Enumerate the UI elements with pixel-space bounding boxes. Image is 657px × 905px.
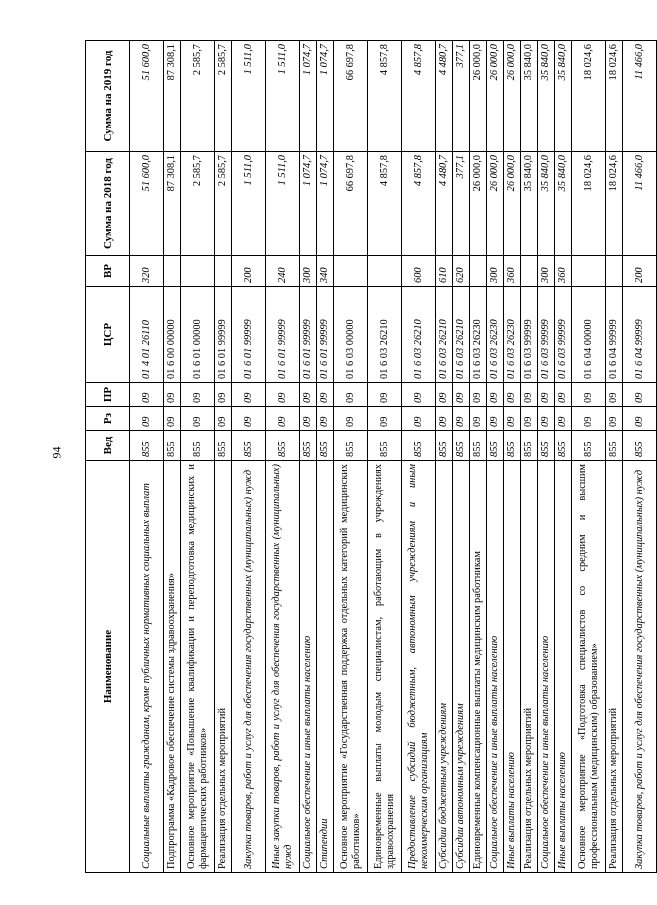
header-name: Наименование [86,461,130,873]
row-sum-2018: 2 585,7 [181,152,215,256]
header-csr: ЦСР [86,287,130,383]
row-name: Иные выплаты населению [555,461,572,873]
row-csr: 01 6 03 99999 [538,287,555,383]
table-row [164,41,181,873]
table-row [130,41,164,873]
row-sum-2018: 87 308,1 [164,152,181,256]
row-ved: 855 [266,431,300,461]
row-csr: 01 6 04 00000 [572,287,606,383]
row-rz: 09 [317,407,334,431]
row-name: Социальное обеспечение и иные выплаты населению [538,461,555,873]
table-row [572,41,606,873]
row-sum-2018: 1 074,7 [317,152,334,256]
row-sum-2018: 35 840,0 [538,152,555,256]
row-vr [334,256,368,287]
row-rz: 09 [130,407,164,431]
row-vr: 300 [487,256,504,287]
row-pr: 09 [334,383,368,407]
row-pr: 09 [402,383,436,407]
row-sum-2019: 35 840,0 [555,41,572,152]
row-ved: 855 [130,431,164,461]
row-vr [368,256,402,287]
row-ved: 855 [334,431,368,461]
row-vr: 200 [623,256,657,287]
row-pr: 09 [453,383,470,407]
row-sum-2019: 26 000,0 [504,41,521,152]
row-vr [181,256,215,287]
header-vr: ВР [86,256,130,287]
row-csr: 01 6 00 00000 [164,287,181,383]
row-csr: 01 6 03 99999 [555,287,572,383]
row-vr: 240 [266,256,300,287]
row-pr: 09 [572,383,606,407]
row-ved: 855 [215,431,232,461]
row-name: Иные выплаты населению [504,461,521,873]
row-rz: 09 [572,407,606,431]
row-sum-2019: 51 600,0 [130,41,164,152]
row-sum-2019: 66 697,8 [334,41,368,152]
header-pr: ПР [86,383,130,407]
table-row [181,41,215,873]
row-ved: 855 [470,431,487,461]
row-sum-2019: 2 585,7 [181,41,215,152]
row-ved: 855 [606,431,623,461]
row-sum-2018: 11 466,0 [623,152,657,256]
row-rz: 09 [164,407,181,431]
row-ved: 855 [317,431,334,461]
row-rz: 09 [368,407,402,431]
row-sum-2018: 377,1 [453,152,470,256]
row-ved: 855 [368,431,402,461]
row-csr: 01 6 03 26210 [453,287,470,383]
row-name: Социальное обеспечение и иные выплаты населению [487,461,504,873]
row-pr: 09 [504,383,521,407]
table-row [266,41,300,873]
row-sum-2018: 35 840,0 [521,152,538,256]
row-ved: 855 [487,431,504,461]
table-header [86,41,130,873]
table-row [470,41,487,873]
row-sum-2019: 11 466,0 [623,41,657,152]
row-vr: 360 [504,256,521,287]
row-sum-2019: 4 857,8 [402,41,436,152]
row-ved: 855 [300,431,317,461]
row-pr: 09 [266,383,300,407]
row-csr: 01 6 03 26230 [487,287,504,383]
row-vr: 610 [436,256,453,287]
row-ved: 855 [572,431,606,461]
row-vr [572,256,606,287]
table-row [232,41,266,873]
row-csr: 01 6 01 00000 [181,287,215,383]
table-row [300,41,317,873]
row-vr: 340 [317,256,334,287]
row-pr: 09 [317,383,334,407]
row-vr [215,256,232,287]
row-sum-2018: 4 480,7 [436,152,453,256]
row-ved: 855 [402,431,436,461]
row-sum-2019: 1 074,7 [300,41,317,152]
row-sum-2019: 35 840,0 [538,41,555,152]
row-sum-2019: 26 000,0 [487,41,504,152]
table-row [504,41,521,873]
row-ved: 855 [623,431,657,461]
row-rz: 09 [181,407,215,431]
table-row [436,41,453,873]
row-ved: 855 [504,431,521,461]
rotated-page-content [85,41,645,873]
row-vr [606,256,623,287]
row-ved: 855 [164,431,181,461]
row-rz: 09 [436,407,453,431]
row-sum-2019: 18 024,6 [606,41,623,152]
row-rz: 09 [266,407,300,431]
row-sum-2019: 35 840,0 [521,41,538,152]
row-name: Социальное обеспечение и иные выплаты населению [300,461,317,873]
row-rz: 09 [487,407,504,431]
row-rz: 09 [232,407,266,431]
row-csr: 01 6 01 99999 [317,287,334,383]
row-sum-2018: 1 511,0 [232,152,266,256]
row-rz: 09 [402,407,436,431]
row-name: Субсидии автономным учреждениям [453,461,470,873]
row-name: Основное мероприятие «Повышение квалификации и переподготовка медицинских и фармацевтических работников» [181,461,215,873]
row-sum-2019: 2 585,7 [215,41,232,152]
table-row [317,41,334,873]
row-vr: 620 [453,256,470,287]
table-row [538,41,555,873]
row-csr: 01 6 04 99999 [606,287,623,383]
row-sum-2018: 1 074,7 [300,152,317,256]
row-pr: 09 [368,383,402,407]
table-row [453,41,470,873]
row-ved: 855 [232,431,266,461]
row-ved: 855 [521,431,538,461]
row-csr: 01 6 03 26210 [402,287,436,383]
row-name: Основное мероприятие «Государственная поддержка отдельных категорий медицинских работников» [334,461,368,873]
row-pr: 09 [164,383,181,407]
row-name: Единовременные компенсационные выплаты медицинским работникам [470,461,487,873]
row-sum-2018: 26 000,0 [470,152,487,256]
row-rz: 09 [538,407,555,431]
row-pr: 09 [215,383,232,407]
row-sum-2018: 35 840,0 [555,152,572,256]
row-csr: 01 6 03 26230 [504,287,521,383]
row-name: Подпрограмма «Кадровое обеспечение системы здравоохранения» [164,461,181,873]
row-csr: 01 6 01 99999 [232,287,266,383]
row-rz: 09 [334,407,368,431]
row-sum-2019: 1 511,0 [266,41,300,152]
row-csr: 01 6 03 26230 [470,287,487,383]
row-name: Стипендии [317,461,334,873]
row-csr: 01 4 01 26110 [130,287,164,383]
row-pr: 09 [130,383,164,407]
row-name: Иные закупки товаров, работ и услуг для обеспечения государственных (муниципальных) нужд [266,461,300,873]
header-rz: Рз [86,407,130,431]
row-name: Реализация отдельных мероприятий [215,461,232,873]
header-ved: Вед [86,431,130,461]
row-ved: 855 [555,431,572,461]
row-name: Субсидии бюджетным учреждениям [436,461,453,873]
row-rz: 09 [300,407,317,431]
row-pr: 09 [487,383,504,407]
row-sum-2019: 1 511,0 [232,41,266,152]
row-vr: 360 [555,256,572,287]
row-rz: 09 [504,407,521,431]
header-sum-2018: Сумма на 2018 год [86,152,130,256]
table-row [368,41,402,873]
row-pr: 09 [606,383,623,407]
row-name: Основное мероприятие «Подготовка специалистов со средним и высшим профессиональным (медицинским) образованием» [572,461,606,873]
row-sum-2019: 87 308,1 [164,41,181,152]
row-sum-2019: 4 857,8 [368,41,402,152]
row-csr: 01 6 03 00000 [334,287,368,383]
table-row [555,41,572,873]
row-rz: 09 [215,407,232,431]
row-pr: 09 [538,383,555,407]
row-sum-2018: 2 585,7 [215,152,232,256]
row-sum-2018: 4 857,8 [402,152,436,256]
row-vr: 600 [402,256,436,287]
row-name: Предоставление субсидий бюджетным, автономным учреждениям и иным некоммерческим организациям [402,461,436,873]
table-row [215,41,232,873]
row-rz: 09 [623,407,657,431]
row-sum-2018: 18 024,6 [572,152,606,256]
row-rz: 09 [521,407,538,431]
row-sum-2018: 66 697,8 [334,152,368,256]
row-sum-2018: 26 000,0 [504,152,521,256]
table-row [334,41,368,873]
row-vr: 320 [130,256,164,287]
row-sum-2019: 4 480,7 [436,41,453,152]
table-row [487,41,504,873]
row-pr: 09 [232,383,266,407]
row-csr: 01 6 01 99999 [266,287,300,383]
row-vr [470,256,487,287]
row-pr: 09 [470,383,487,407]
row-sum-2018: 1 511,0 [266,152,300,256]
header-sum-2019: Сумма на 2019 год [86,41,130,152]
row-csr: 01 6 03 99999 [521,287,538,383]
row-sum-2019: 1 074,7 [317,41,334,152]
row-rz: 09 [555,407,572,431]
row-name: Закупка товаров, работ и услуг для обеспечения государственных (муниципальных) нужд [232,461,266,873]
row-sum-2019: 26 000,0 [470,41,487,152]
row-rz: 09 [606,407,623,431]
row-vr: 300 [300,256,317,287]
table-row [606,41,623,873]
row-pr: 09 [555,383,572,407]
row-pr: 09 [623,383,657,407]
row-csr: 01 6 01 99999 [215,287,232,383]
row-name: Реализация отдельных мероприятий [521,461,538,873]
row-sum-2018: 51 600,0 [130,152,164,256]
row-pr: 09 [521,383,538,407]
row-sum-2018: 4 857,8 [368,152,402,256]
page-number: 94 [49,446,64,459]
table-body [130,41,657,873]
row-pr: 09 [300,383,317,407]
row-ved: 855 [436,431,453,461]
table-row [623,41,657,873]
row-sum-2018: 18 024,6 [606,152,623,256]
row-rz: 09 [453,407,470,431]
row-sum-2019: 377,1 [453,41,470,152]
row-csr: 01 6 03 26210 [436,287,453,383]
row-vr [521,256,538,287]
row-pr: 09 [436,383,453,407]
row-csr: 01 6 04 99999 [623,287,657,383]
budget-table [85,40,657,873]
row-name: Реализация отдельных мероприятий [606,461,623,873]
row-csr: 01 6 03 26210 [368,287,402,383]
row-vr [164,256,181,287]
row-sum-2019: 18 024,6 [572,41,606,152]
table-row [521,41,538,873]
row-csr: 01 6 01 99999 [300,287,317,383]
row-name: Социальные выплаты гражданам, кроме публичных нормативных социальных выплат [130,461,164,873]
row-name: Единовременные выплаты молодым специалистам, работающим в учреждениях здравоохранения [368,461,402,873]
row-vr: 300 [538,256,555,287]
row-name: Закупка товаров, работ и услуг для обеспечения государственных (муниципальных) нужд [623,461,657,873]
table-row [402,41,436,873]
row-sum-2018: 26 000,0 [487,152,504,256]
row-rz: 09 [470,407,487,431]
row-pr: 09 [181,383,215,407]
row-ved: 855 [181,431,215,461]
row-ved: 855 [538,431,555,461]
row-vr: 200 [232,256,266,287]
row-ved: 855 [453,431,470,461]
